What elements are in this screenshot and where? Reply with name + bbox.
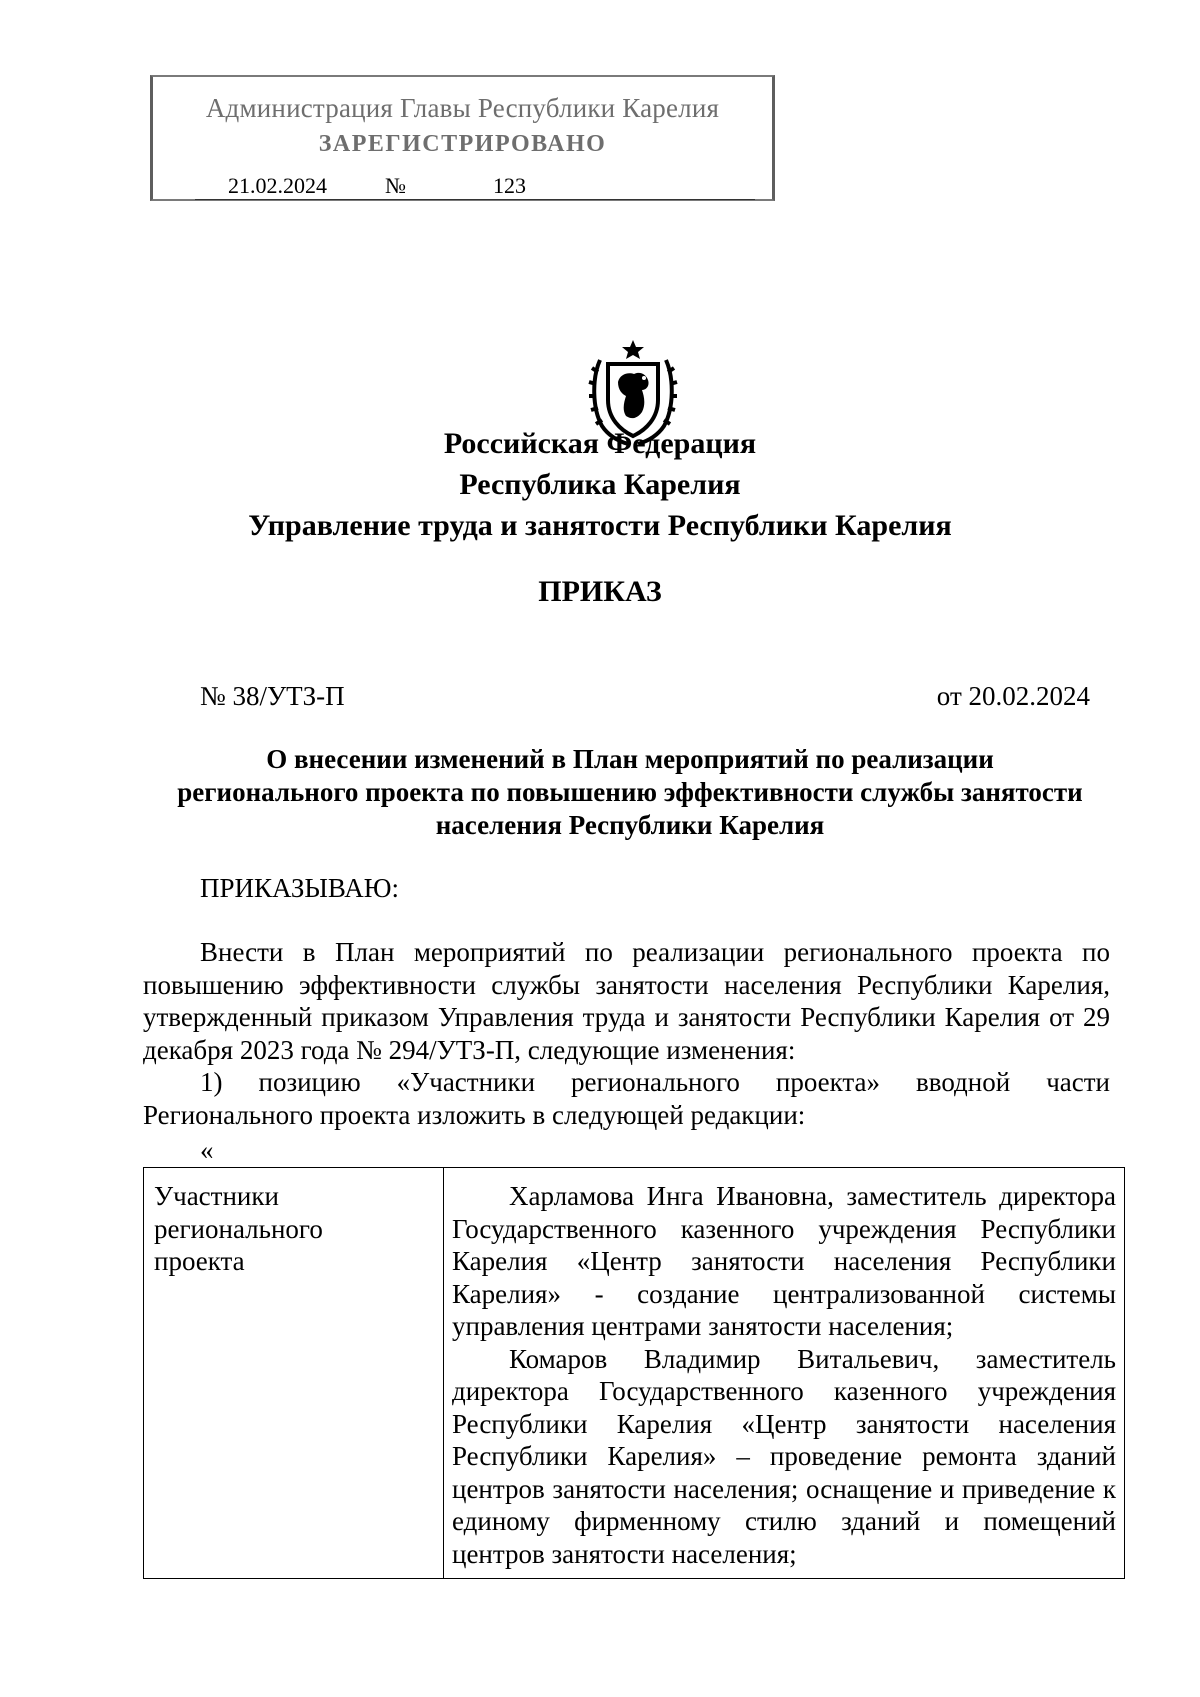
order-date: от 20.02.2024 [936,681,1090,711]
table-content-cell [444,1168,1125,1579]
registration-stamp [150,75,775,201]
stamp-number-sign: № [385,173,406,198]
table-label-cell [144,1168,444,1579]
stamp-date: 21.02.2024 [228,173,327,198]
stamp-number: 123 [493,173,526,198]
participant-entry-1-text: Харламова Инга Ивановна, заместитель директора Государственного казенного учреждения Республики Карелия «Центр занятости населения Республики Карелия» - создание централизованной системы управления центрами занятости населения; [452,1181,1116,1341]
paragraph-main-text: Внести в План мероприятий по реализации регионального проекта по повышению эффективности службы занятости населения Республики Карелия, утвержденный приказом Управления труда и занятости Республики Карелия от 29 декабря 2023 года № 294/УТЗ-П, следующие изменения: [143,937,1110,1065]
label-line-2: регионального [154,1213,323,1244]
paragraph-item-1 [143,1066,1110,1131]
participant-entry-1 [452,1180,1116,1343]
paragraph-item-1-text: 1) позицию «Участники регионального проекта» вводной части Регионального проекта изложить в следующей редакции: [143,1067,1110,1130]
label-line-1: Участники [154,1181,279,1211]
command-word: ПРИКАЗЫВАЮ: [200,873,399,903]
participants-table [143,1167,1125,1579]
order-number: № 38/УТЗ-П [200,681,345,711]
stamp-status: ЗАРЕГИСТРИРОВАНО [318,131,607,157]
subject-line-3: населения Республики Карелия [435,810,825,840]
header-region: Республика Карелия [459,468,741,501]
participant-entry-2 [452,1343,1116,1571]
order-subject [150,743,1110,842]
stamp-organization: Администрация Главы Республики Карелия [205,93,720,123]
subject-line-2: регионального проекта по повышению эффективности службы занятости [177,777,1083,807]
paragraph-main [143,936,1110,1066]
stamp-underline [195,199,755,200]
subject-line-1: О внесении изменений в План мероприятий по реализации [266,744,994,774]
header-country: Российская Федерация [443,427,757,460]
header-agency: Управление труда и занятости Республики Карелия [248,509,952,542]
label-line-3: проекта [154,1246,245,1276]
opening-quote: « [200,1135,214,1165]
participant-entry-2-text: Комаров Владимир Витальевич, заместитель директора Государственного казенного учреждения Республики Карелия «Центр занятости населения Республики Карелия» – проведение ремонта зданий центров занятости населения; оснащение и приведение к единому фирменному стилю зданий и помещений центров занятости населения; [452,1343,1116,1569]
document-type: ПРИКАЗ [538,575,662,608]
table-row [144,1168,1125,1579]
